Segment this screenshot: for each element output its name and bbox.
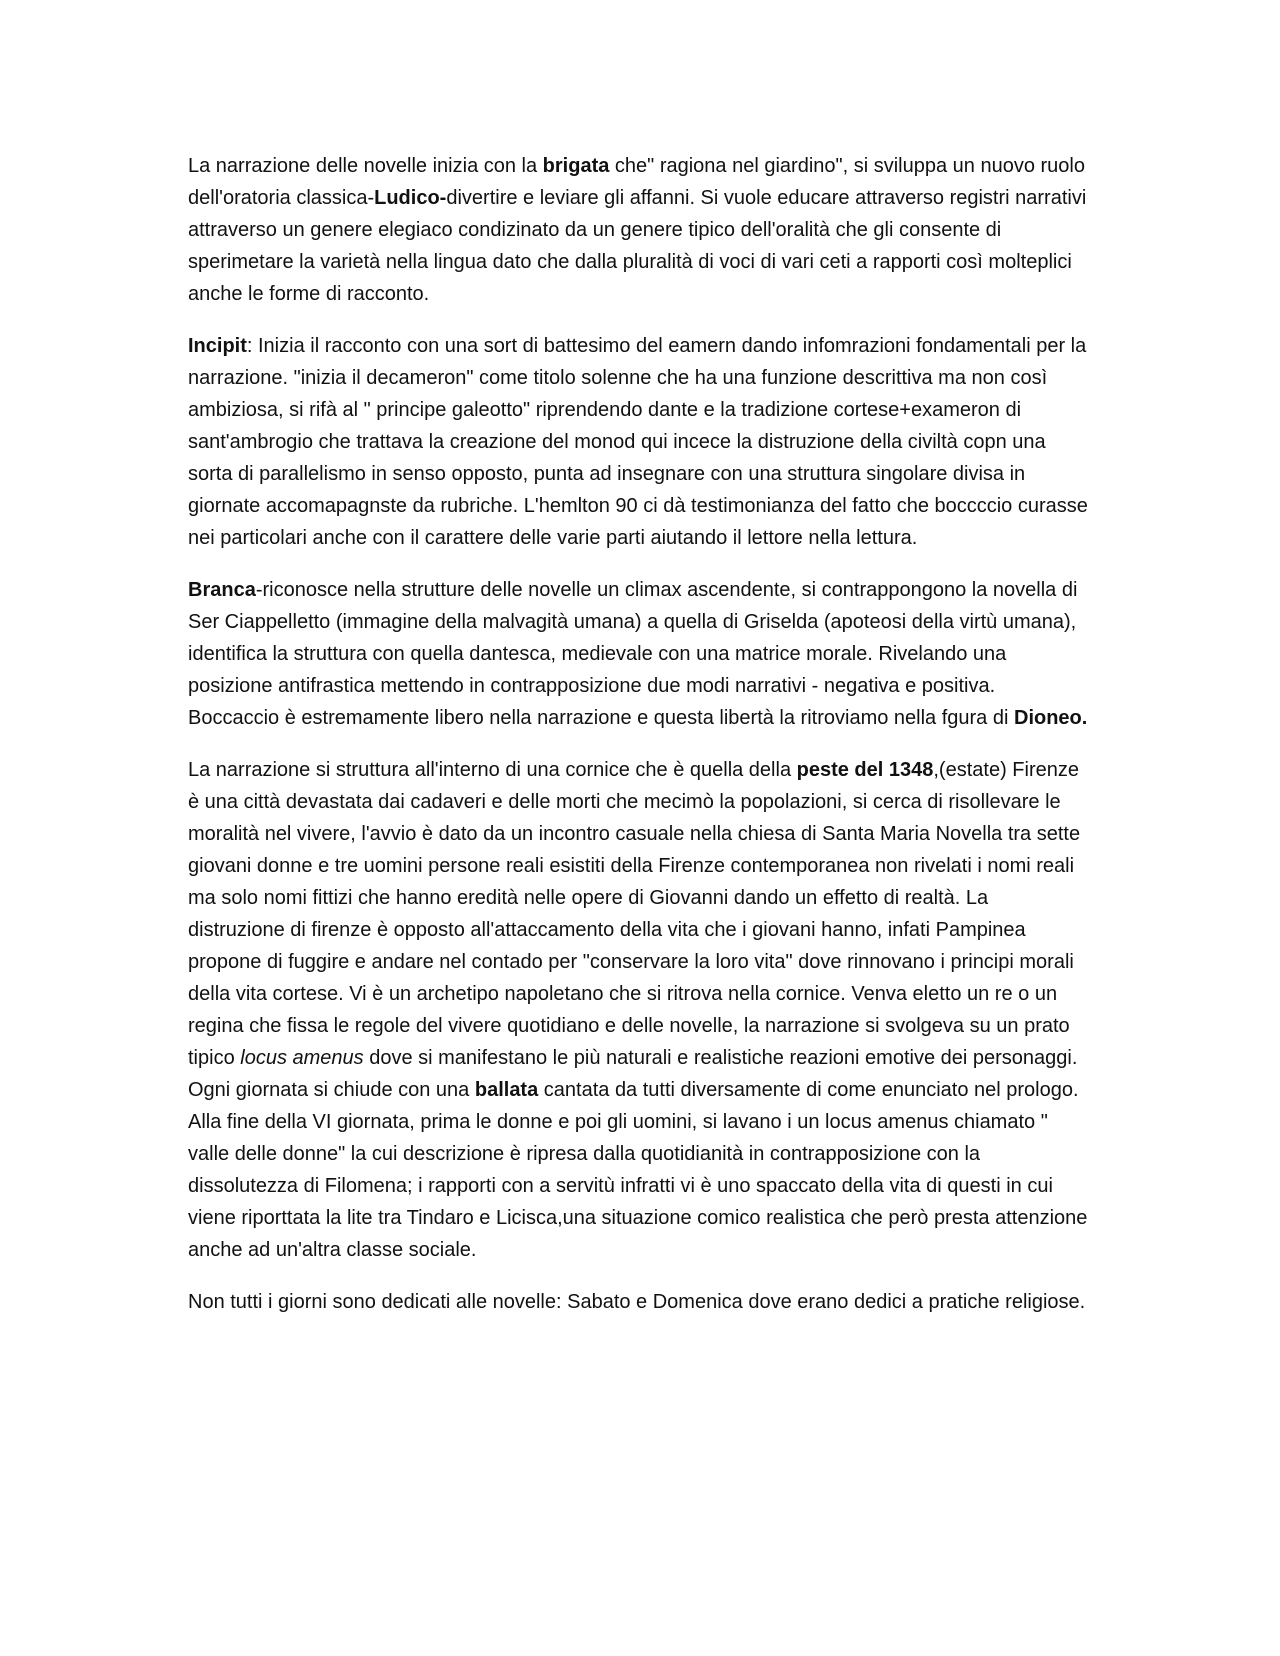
- bold-term-ludico: Ludico-: [374, 187, 447, 209]
- text-segment: La narrazione si struttura all'interno di una cornice che è quella della: [188, 759, 797, 781]
- bold-term-incipit: Incipit: [188, 335, 247, 357]
- text-segment: dove si manifestano le più naturali e realistiche reazioni emotive dei personaggi. Ogni giornata si chiude con una: [188, 1047, 1078, 1101]
- bold-term-dioneo: Dioneo.: [1014, 707, 1088, 729]
- bold-term-brigata: brigata: [542, 155, 610, 177]
- paragraph-incipit: [188, 330, 1088, 554]
- italic-term-locus-amenus: locus amenus: [240, 1047, 364, 1069]
- paragraph-giorni: [188, 1286, 1088, 1318]
- text-segment: Non tutti i giorni sono dedicati alle novelle: Sabato e Domenica dove erano dedici a pratiche religiose.: [188, 1291, 1086, 1313]
- text-segment: cantata da tutti diversamente di come enunciato nel prologo. Alla fine della VI giornata, prima le donne e poi gli uomini, si lavano i un locus amenus chiamato " valle delle donne" la cui descrizione è ripresa dalla quotidianità in contrapposizione con la dissolutezza di Filomena; i rapporti con a servitù infratti vi è uno spaccato della vita di questi in cui viene riporttata la lite tra Tindaro e Licisca,una situazione comico realistica che però presta attenzione anche ad un'altra classe sociale.: [188, 1079, 1088, 1261]
- paragraph-brigata: [188, 150, 1088, 310]
- bold-term-ballata: ballata: [474, 1079, 539, 1101]
- text-segment: divertire e leviare gli affanni. Si vuole educare attraverso registri narrativi attraverso un genere elegiaco condizinato da un genere tipico dell'oralità che gli consente di sperimetare la varietà nella lingua dato che dalla pluralità di voci di vari ceti a rapporti così molteplici anche le forme di racconto.: [188, 187, 1087, 305]
- bold-term-branca: Branca: [188, 579, 256, 601]
- text-segment: : Inizia il racconto con una sort di battesimo del eamern dando infomrazioni fondamentali per la narrazione. "inizia il decameron" come titolo solenne che ha una funzione descrittiva ma non così ambiziosa, si rifà al " principe galeotto" riprendendo dante e la tradizione cortese+exameron di sant'ambrogio che trattava la creazione del monod qui incece la distruzione della civiltà copn una sorta di parallelismo in senso opposto, punta ad insegnare con una struttura singolare divisa in giornate accomapagnste da rubriche. L'hemlton 90 ci dà testimonianza del fatto che boccccio curasse nei particolari anche con il carattere delle varie parti aiutando il lettore nella lettura.: [188, 335, 1088, 549]
- text-segment: ,(estate) Firenze è una città devastata dai cadaveri e delle morti che mecimò la popolazioni, si cerca di risollevare le moralità nel vivere, l'avvio è dato da un incontro casuale nella chiesa di Santa Maria Novella tra sette giovani donne e tre uomini persone reali esistiti della Firenze contemporanea non rivelati i nomi reali ma solo nomi fittizi che hanno eredità nelle opere di Giovanni dando un effetto di realtà. La distruzione di firenze è opposto all'attaccamento della vita che i giovani hanno, infati Pampinea propone di fuggire e andare nel contado per "conservare la loro vita" dove rinnovano i principi morali della vita cortese. Vi è un archetipo napoletano che si ritrova nella cornice. Venva eletto un re o un regina che fissa le regole del vivere quotidiano e delle novelle, la narrazione si svolgeva su un prato tipico: [188, 759, 1081, 1069]
- paragraph-cornice: [188, 754, 1088, 1266]
- document-page: [188, 150, 1088, 1338]
- text-segment: che" ragiona nel giardino", si sviluppa un nuovo ruolo dell'oratoria classica-: [188, 155, 1085, 209]
- text-segment: -riconosce nella strutture delle novelle un climax ascendente, si contrappongono la novella di Ser Ciappelletto (immagine della malvagità umana) a quella di Griselda (apoteosi della virtù umana), identifica la struttura con quella dantesca, medievale con una matrice morale. Rivelando una posizione antifrastica mettendo in contrapposizione due modi narrativi - negativa e positiva. Boccaccio è estremamente libero nella narrazione e questa libertà la ritroviamo nella fgura di: [188, 579, 1078, 729]
- text-segment: La narrazione delle novelle inizia con la: [188, 155, 543, 177]
- paragraph-branca: [188, 574, 1088, 734]
- bold-term-peste: peste del 1348: [796, 759, 934, 781]
